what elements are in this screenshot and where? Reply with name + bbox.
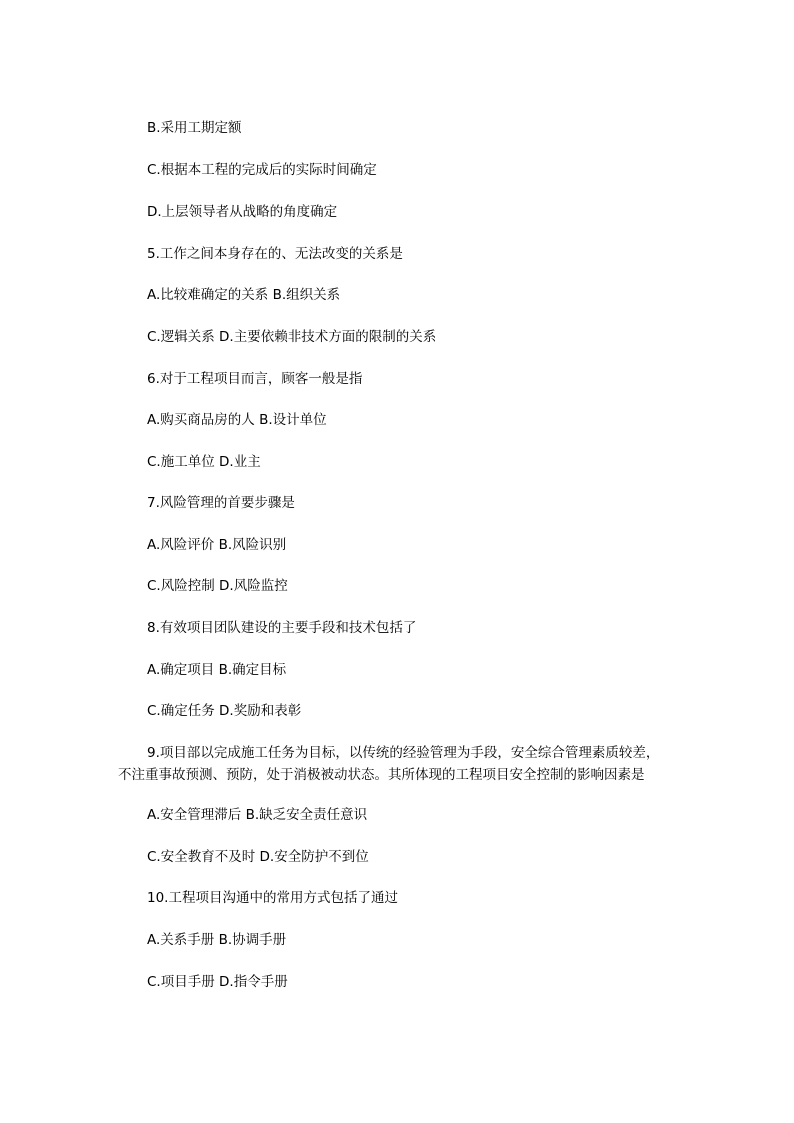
question-8: 8.有效项目团队建设的主要手段和技术包括了 bbox=[147, 620, 417, 636]
question-9-options-cd: C.安全教育不及时 D.安全防护不到位 bbox=[147, 849, 369, 865]
question-6-options-ab: A.购买商品房的人 B.设计单位 bbox=[147, 412, 327, 428]
question-5-options-cd: C.逻辑关系 D.主要依赖非技术方面的限制的关系 bbox=[147, 329, 437, 345]
question-6-options-cd: C.施工单位 D.业主 bbox=[147, 454, 261, 470]
question-9-line-2: 不注重事故预测、预防，处于消极被动状态。其所体现的工程项目安全控制的影响因素是 bbox=[118, 767, 645, 783]
question-9-line-1: 9.项目部以完成施工任务为目标，以传统的经验管理为手段，安全综合管理素质较差， bbox=[147, 745, 660, 761]
question-5-options-ab: A.比较难确定的关系 B.组织关系 bbox=[147, 287, 341, 303]
question-7: 7.风险管理的首要步骤是 bbox=[147, 495, 295, 511]
option-line-d-leadership: D.上层领导者从战略的角度确定 bbox=[147, 204, 338, 220]
question-7-options-cd: C.风险控制 D.风险监控 bbox=[147, 578, 288, 594]
question-7-options-ab: A.风险评价 B.风险识别 bbox=[147, 537, 287, 553]
option-line-b-schedule-quota: B.采用工期定额 bbox=[147, 120, 242, 136]
question-5: 5.工作之间本身存在的、无法改变的关系是 bbox=[147, 246, 403, 262]
question-8-options-cd: C.确定任务 D.奖励和表彰 bbox=[147, 703, 302, 719]
question-8-options-ab: A.确定项目 B.确定目标 bbox=[147, 662, 287, 678]
question-10-options-cd: C.项目手册 D.指令手册 bbox=[147, 974, 288, 990]
question-9 bbox=[118, 742, 678, 786]
question-10-options-ab: A.关系手册 B.协调手册 bbox=[147, 932, 287, 948]
question-10: 10.工程项目沟通中的常用方式包括了通过 bbox=[147, 890, 398, 906]
question-6: 6.对于工程项目而言，顾客一般是指 bbox=[147, 371, 363, 387]
option-line-c-actual-time: C.根据本工程的完成后的实际时间确定 bbox=[147, 162, 377, 178]
question-9-options-ab: A.安全管理滞后 B.缺乏安全责任意识 bbox=[147, 807, 368, 823]
